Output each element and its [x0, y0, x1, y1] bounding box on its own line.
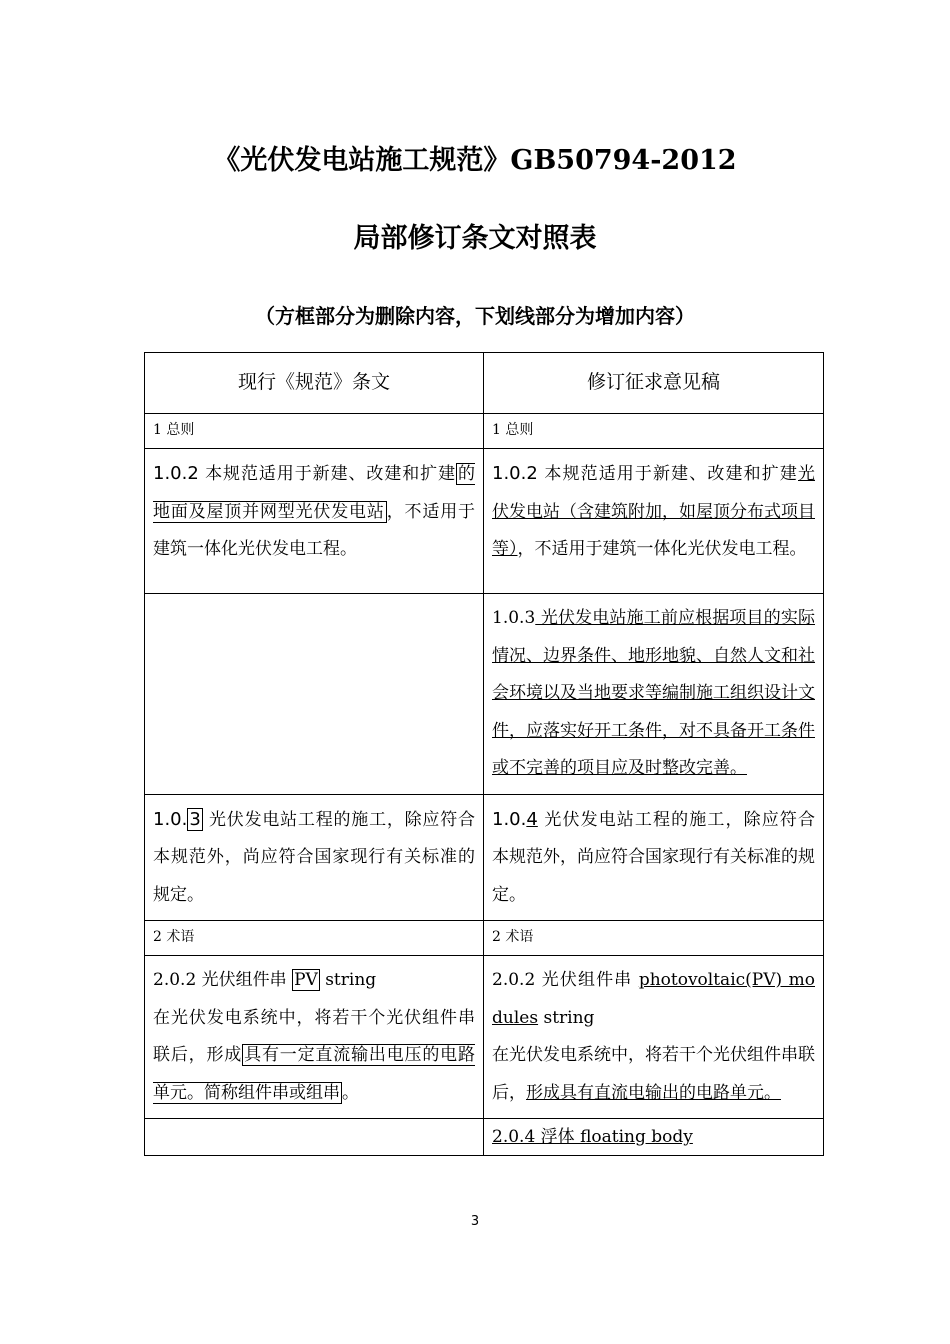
clause-left: [145, 794, 484, 921]
term-title-text: 2.0.2 光伏组件串: [492, 970, 639, 990]
clause-right: [484, 594, 824, 795]
clause-text: 本规范适用于新建、改建和扩建: [198, 464, 456, 484]
term-title: [153, 962, 475, 1000]
header-current-clause: 现行《规范》条文: [145, 353, 484, 414]
clause-number: 1.0.2: [153, 463, 199, 484]
term-left-empty: [145, 1119, 484, 1156]
clause-text: 光伏发电站工程的施工，除应符合本规范外，尚应符合国家现行有关标准的规定。: [153, 809, 475, 905]
page-number: 3: [470, 1214, 480, 1229]
table-row-1-0-4: [145, 794, 824, 921]
added-text: 光伏发电站施工前应根据项目的实际情况、边界条件、地形地貌、自然人文和社会环境以及当地要求等编制施工组织设计文件，应落实好开工条件，对不具备开工条件或不完善的项目应及时整改完善。: [492, 608, 815, 778]
section-label-right: 1 总则: [484, 414, 824, 449]
table-header-row: [145, 353, 824, 414]
term-title: [492, 962, 815, 1037]
added-text: 光伏发电站（含建筑附加，如屋顶分布式项目等）: [492, 464, 815, 559]
table-row-1-0-2: [145, 449, 824, 594]
comparison-table: [144, 352, 824, 1156]
section-label-left: 2 术语: [145, 921, 484, 956]
clause-text: ，不适用于建筑一体化光伏发电工程。: [153, 501, 476, 559]
section-label-left: 1 总则: [145, 414, 484, 449]
deleted-text: 3: [189, 808, 201, 830]
header-revised-draft: 修订征求意见稿: [484, 353, 824, 414]
added-text: 2.0.4 浮体 floating body: [492, 1127, 693, 1147]
clause-left-empty: [145, 594, 484, 795]
legend-note: （方框部分为删除内容，下划线部分为增加内容）: [255, 304, 695, 328]
clause-number: 1.0.: [153, 808, 188, 830]
clause-number: 1.0.3: [492, 608, 536, 628]
clause-right: [484, 794, 824, 921]
table-row-section-2: [145, 921, 824, 956]
clause-text: ，不适用于建筑一体化光伏发电工程。: [517, 539, 807, 559]
definition-text: 在光伏发电系统中，将若干个光伏组件串联后，形成: [153, 1007, 475, 1065]
clause-left: [145, 449, 484, 594]
table-row-2-0-4: [145, 1119, 824, 1156]
table-row-2-0-2: [145, 956, 824, 1119]
clause-right: [484, 449, 824, 594]
clause-text: 本规范适用于新建、改建和扩建: [537, 464, 798, 484]
document-title: 《光伏发电站施工规范》GB50794-2012: [213, 145, 737, 176]
document-subtitle-heading: 局部修订条文对照表: [353, 223, 597, 254]
term-left: [145, 956, 484, 1119]
term-definition: [492, 1037, 815, 1112]
added-text: 形成具有直流电输出的电路单元。: [526, 1082, 781, 1103]
table-row-section-1: [145, 414, 824, 449]
definition-text: 在光伏发电系统中，将若干个光伏组件串联后，: [492, 1045, 815, 1103]
term-title-text: string: [319, 970, 377, 990]
clause-number: 1.0.2: [492, 463, 538, 484]
term-right: [484, 1119, 824, 1156]
table-row-1-0-3: [145, 594, 824, 795]
section-label-right: 2 术语: [484, 921, 824, 956]
term-title-text: 2.0.2 光伏组件串: [153, 970, 293, 990]
deleted-text: 具有一定直流输出电压的电路单元。简称组件串或组串: [153, 1045, 476, 1103]
term-definition: [153, 1000, 475, 1113]
deleted-text: PV: [294, 970, 318, 990]
definition-text: 。: [342, 1082, 359, 1103]
clause-number: 1.0.: [492, 808, 527, 830]
term-title-text: string: [538, 1007, 595, 1028]
added-text: 4: [526, 808, 538, 830]
term-right: [484, 956, 824, 1119]
clause-text: 光伏发电站工程的施工，除应符合本规范外，尚应符合国家现行有关标准的规定。: [492, 809, 815, 905]
added-text: photovoltaic(PV) modules: [492, 970, 815, 1028]
deleted-text: 的地面及屋顶并网型光伏发电站: [153, 464, 475, 522]
